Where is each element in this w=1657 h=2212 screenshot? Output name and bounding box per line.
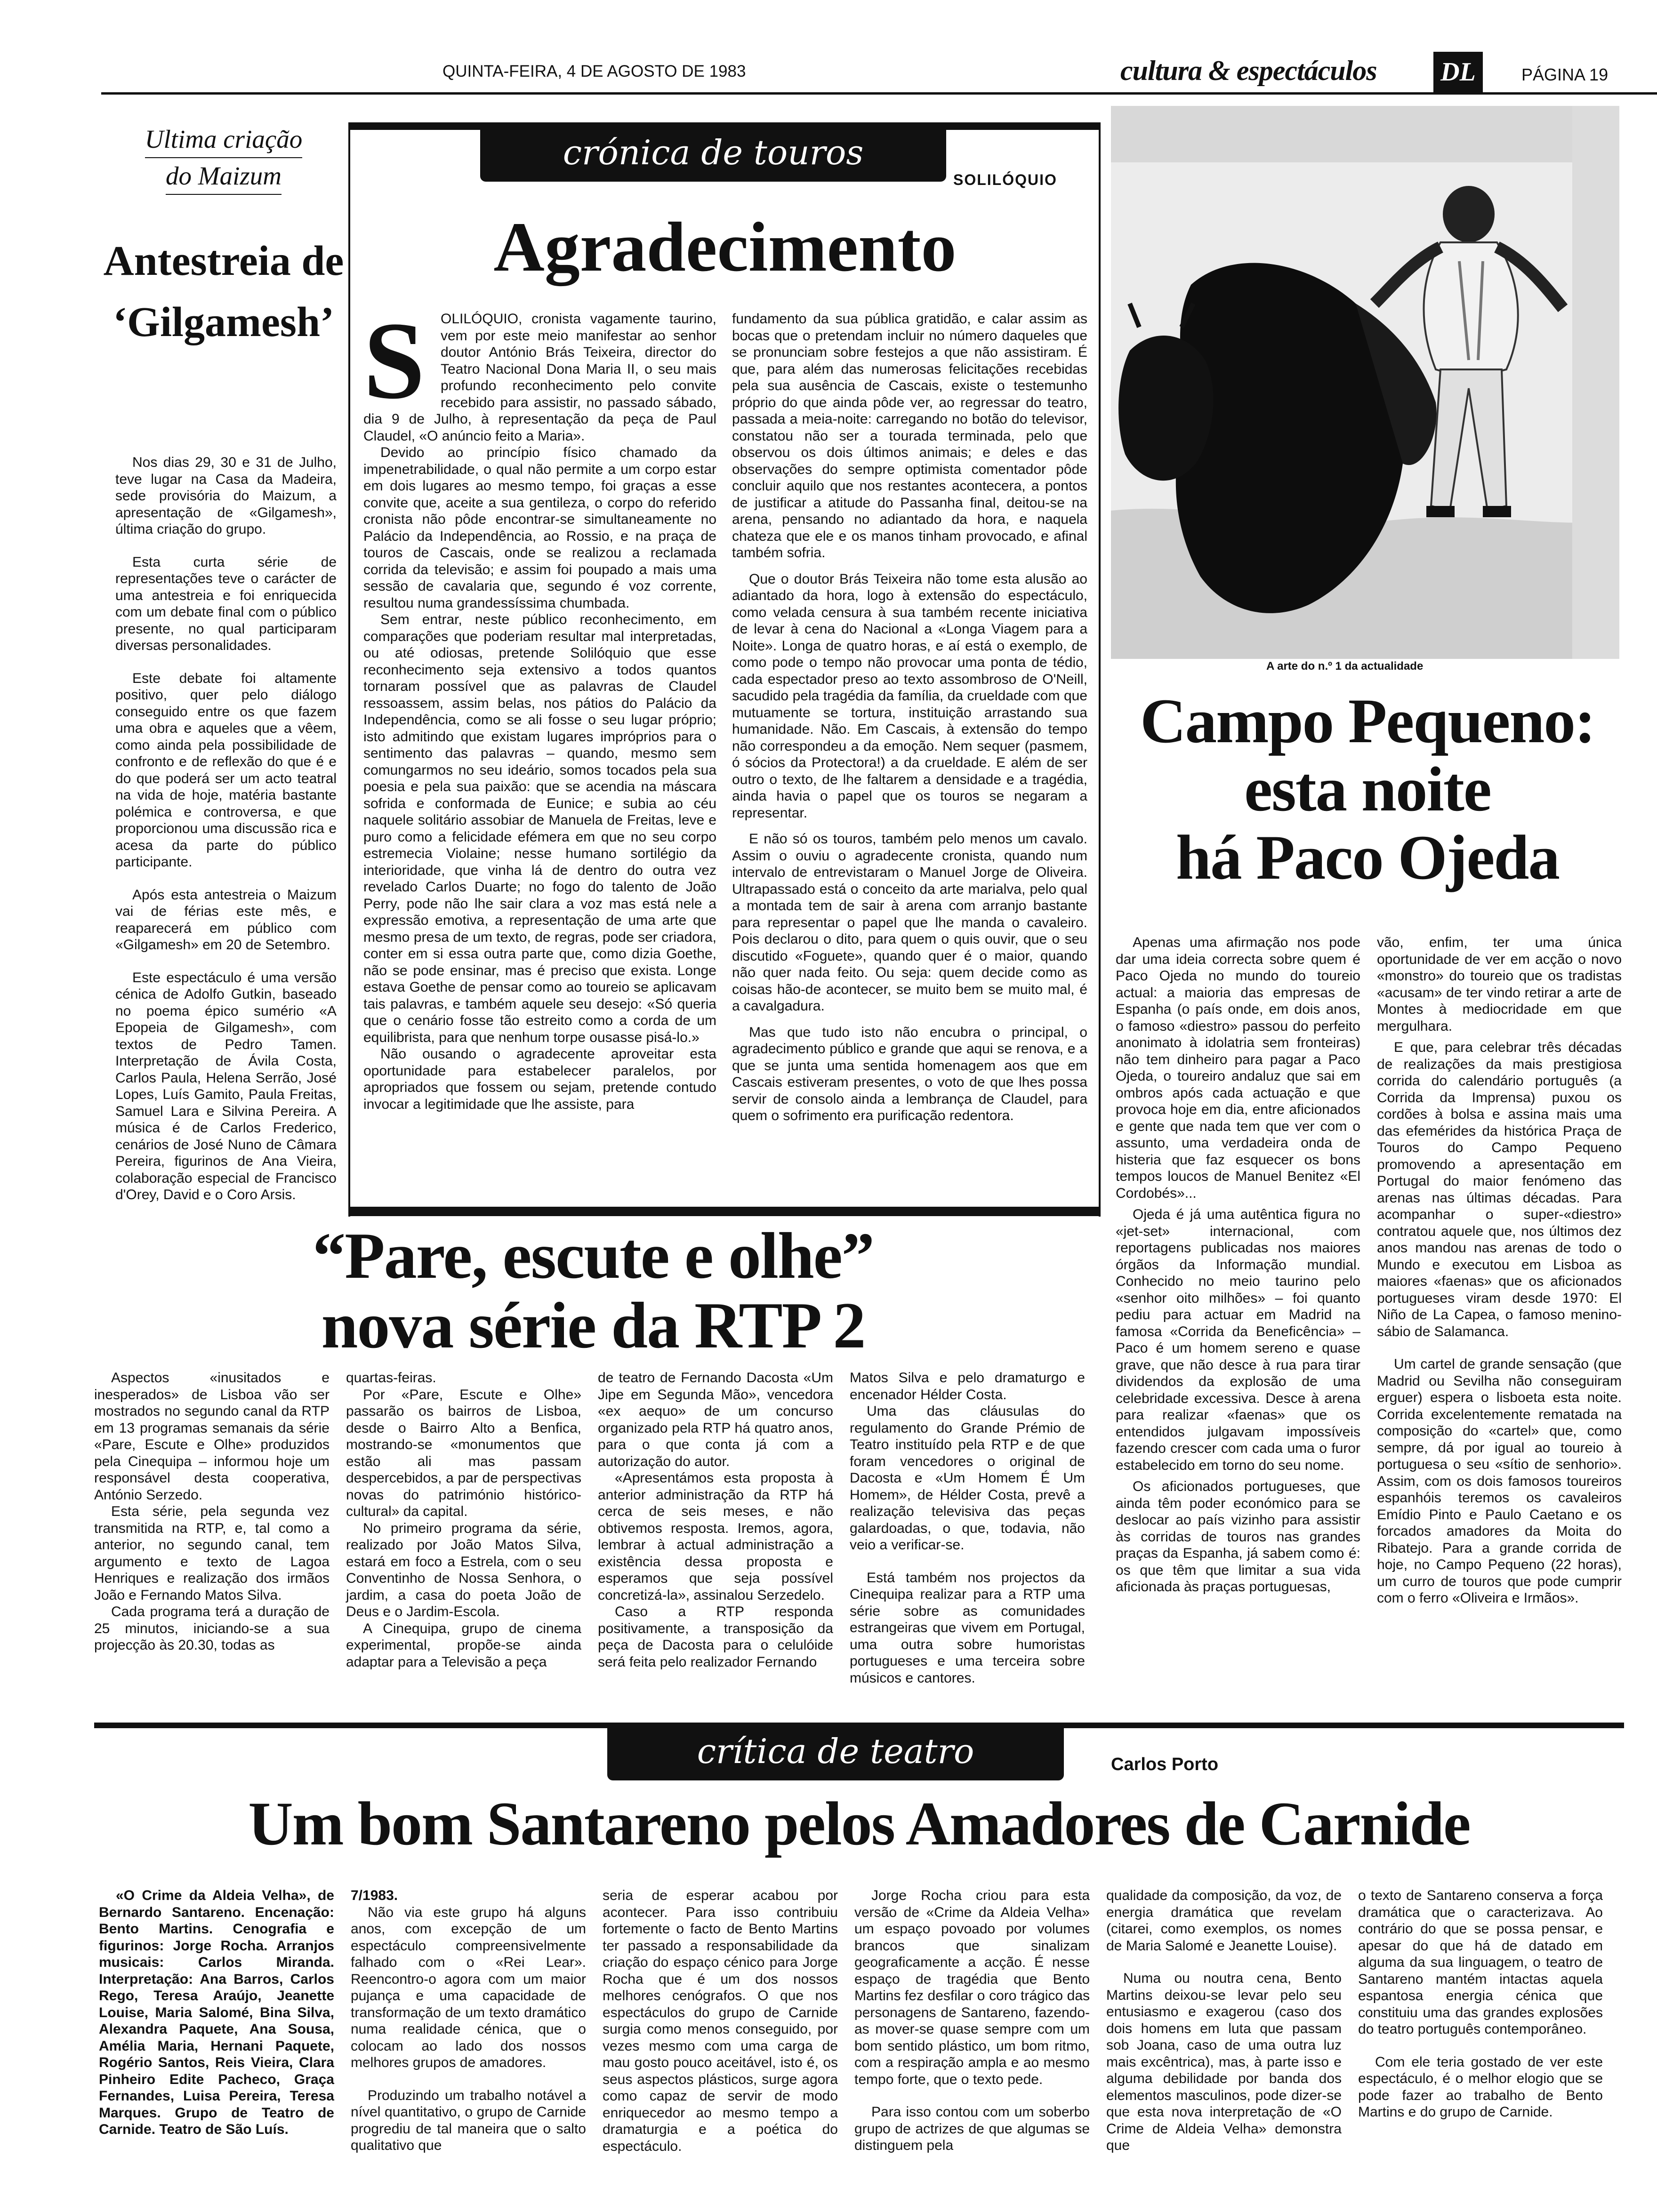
teatro-banner xyxy=(607,1725,1064,1780)
campo-paragraph: E que, para celebrar três décadas de realizações da mais prestigiosa corrida do calendário português (a Corrida da Imprensa) puxou os cordões à bolsa e assina mais uma das efemérides da histórica Praça de Touros do Campo Pequeno promovendo a apresentação em Portugal do maior fenómeno das arenas nas últimas décadas. Para acompanhar o super-«diestro» contratou aquele que, nos últimos dez anos mandou nas arenas de todo o Mundo e executou em Lisboa as maiores «faenas» que os aficionados portugueses viram desde 1970: El Niño de La Capea, o famoso menino-sábio de Salamanca. xyxy=(1377,1040,1622,1339)
teatro-paragraph: Numa ou noutra cena, Bento Martins deixou-se levar pelo seu entusiasmo e exagerou (caso dos dois homens em luta que passam sob Joana, caso de uma outra luz mais excêntrica), mas, à parte isso e alguma debilidade por banda dos elementos masculinos, pode dizer-se que esta nova interpretação de «O Crime de Aldeia Velha» demonstra que xyxy=(1106,1971,1342,2153)
rtp-paragraph: Por «Pare, Escute e Olhe» passarão os bairros de Lisboa, desde o Bairro Alto a Benfica, mostrando-se «monumentos que estão ali mas passam despercebidos, a par de perspectivas novas do património histórico-cultural» da capital. xyxy=(346,1387,581,1519)
rtp-paragraph: Caso a RTP responda positivamente, a transposição da peça de Dacosta para o celulóide será feita pelo realizador Fernando xyxy=(598,1604,833,1670)
touros-paragraph: OLILÓQUIO, cronista vagamente taurino, vem por este meio manifestar ao senhor doutor António Brás Teixeira, director do Teatro Nacional Dona Maria II, o seu mais profundo reconhecimento pelo convite recebido para assistir, no passado sábado, dia 9 de Julho, à representação da peça de Paul Claudel, «O anúncio feito a Maria». xyxy=(363,311,716,444)
campo-title-line-3: há Paco Ojeda xyxy=(1176,823,1559,893)
campo-paragraph: Um cartel de grande sensação (que Madrid ou Sevilha não conseguiram erguer) espera o lisboeta esta noite. Corrida excelentemente rematada na composição do «cartel» que, como sempre, dá por igual ao toureio à portuguesa o seu «sítio de senhorio». Assim, com os dois famosos toureiros espanhóis teremos os cavaleiros Emídio Pinto e Paulo Caetano e os forcados amadores da Moita do Ribatejo. Para a grande corrida de hoje, no Campo Pequeno (22 horas), um curro de touros que pode cumprir com o ferro «Oliveira e Irmãos». xyxy=(1377,1356,1622,1606)
gilgamesh-body xyxy=(115,454,337,1203)
teatro-col-3 xyxy=(603,1887,838,2155)
rtp-title xyxy=(94,1221,1092,1361)
gilgamesh-paragraph: Este espectáculo é uma versão cénica de Adolfo Gutkin, baseado no poema épico sumério «A Epopeia de Gilgamesh», com textos de Pedro Tamen. Interpretação de Ávila Costa, Carlos Paula, Helena Serrão, José Lopes, Luís Gamito, Paula Freitas, Samuel Lara e Silvina Pereira. A música é de Carlos Frederico, cenários de José Nuno de Câmara Pereira, figurinos de Ana Vieira, colaboração especial de Francisco d'Orey, David e o Coro Arsis. xyxy=(115,970,337,1202)
rtp-paragraph: No primeiro programa da série, realizado por João Matos Silva, estará em foco a Estrela, com o seu Conventinho de Nossa Senhora, o jardim, a casa do poeta João de Deus e o Jardim-Escola. xyxy=(346,1520,581,1619)
gilgamesh-kicker xyxy=(106,121,341,195)
rtp-paragraph: Matos Silva e pelo dramaturgo e encenador Hélder Costa. xyxy=(850,1370,1085,1403)
touros-paragraph: fundamento da sua pública gratidão, e calar assim as bocas que o pretendam incluir no número daqueles que se pronunciam sobre festejos a que não assistiram. É que, para além das numerosas felicitações recebidas pela sua ausência de Cascais, existe o testemunho próprio do que ainda pôde ver, ao regressar do teatro, passada a meia-noite: carregando no botão do televisor, constatou não ser a tourada terminada, pelo que observou os dois últimos animais; e deles e das observações do sempre optimista comentador pôde concluir aquilo que nos restantes acontecera, a pontos de justificar a atitude do Passanha final, deitou-se na arena, pensando no adiantado da hora, e naquela chateza que ele e os manos tinham provocado, e afinal também sofria. xyxy=(732,311,1087,561)
touros-banner-text: crónica de touros xyxy=(563,133,864,172)
teatro-banner-text: crítica de teatro xyxy=(697,1731,974,1771)
rtp-paragraph: Uma das cláusulas do regulamento do Grande Prémio de Teatro instituído pela RTP e de que foram vencedores o original de Dacosta e «Um Homem É Um Homem», de Hélder Costa, prevê a realização televisiva das peças galardoadas, o que, todavia, não veio a verificar-se. xyxy=(850,1403,1085,1553)
campo-title-line-1: Campo Pequeno: xyxy=(1140,686,1595,756)
campo-paragraph: Os aficionados portugueses, que ainda têm poder económico para se deslocar ao país vizinho para assistir às corridas de touros nas grandes praças da Espanha, já sabem como é: os que têm que limitar a sua vida aficionada às praças portuguesas, xyxy=(1116,1479,1360,1595)
teatro-title: Um bom Santareno pelos Amadores de Carnide xyxy=(248,1789,1470,1858)
teatro-col-5 xyxy=(1106,1887,1342,2154)
campo-col-2 xyxy=(1377,934,1622,1607)
rtp-paragraph: A Cinequipa, grupo de cinema experimental, propõe-se ainda adaptar para a Televisão a peça xyxy=(346,1620,581,1670)
teatro-paragraph: Jorge Rocha criou para esta versão de «Crime da Aldeia Velha» um espaço povoado por volumes brancos que sinalizam geograficamente a acção. É nesse espaço de tragédia que Bento Martins fez desfilar o coro trágico das personagens de Santareno, fazendo-as mover-se quase sempre com um bom sentido plástico, um bom ritmo, com a respiração ampla e ao mesmo tempo forte, que o texto pede. xyxy=(854,1888,1090,2087)
gilgamesh-paragraph: Nos dias 29, 30 e 31 de Julho, teve lugar na Casa da Madeira, sede provisória do Maizum, a apresentação de «Gilgamesh», última criação do grupo. xyxy=(115,455,337,537)
rtp-col-4 xyxy=(850,1370,1085,1686)
rtp-title-line-1: “Pare, escute e olhe” xyxy=(313,1219,874,1292)
rtp-col-2 xyxy=(346,1370,581,1670)
gilgamesh-title: Antestreia de ‘Gilgamesh’ xyxy=(103,238,344,345)
campo-paragraph: Ojeda é já uma autêntica figura no «jet-set» internacional, com reportagens publicadas nos maiores órgãos da Informação mundial. Conhecido no meio taurino pelo «senhor oito milhões» – foi quanto pediu para actuar em Madrid na famosa «Corrida da Beneficência» – Paco é um homem sereno e quase grave, que não desce à rua para tirar dividendos da explosão de uma celebridade excessiva. Desce à arena para realizar «faenas» que os entendidos julgavam impossíveis fazendo crescer com cada uma o furor estabelecido em torno do seu nome. xyxy=(1116,1207,1360,1473)
teatro-credits-text: «O Crime da Aldeia Velha», de Bernardo Santareno. Encenação: Bento Martins. Cenografia e figurinos: Jorge Rocha. Arranjos musicais: Carlos Miranda. Interpretação: Ana Barros, Carlos Rego, Teresa Araújo, Jeanette Louise, Maria Salomé, Bina Silva, Alexandra Paquete, Ana Sousa, Amélia Maria, Hernani Paquete, Rogério Santos, Reis Vieira, Clara Pinheiro Edite Pacheco, Graça Fernandes, Luisa Pereira, Teresa Marques. Grupo de Teatro de Carnide. Teatro de São Luís. xyxy=(99,1888,334,2137)
issue-date: QUINTA-FEIRA, 4 DE AGOSTO DE 1983 xyxy=(442,62,746,80)
touros-banner xyxy=(480,126,946,182)
touros-paragraph: Mas que tudo isto não encubra o principal, o agradecimento público e grande que aqui se renova, e a que se junta uma sentida homenagem aos que em Cascais estiveram presentes, o voto de que lhes possa servir de consolo ainda a lembrança de Claudel, para quem o sofrimento era purificação redentora. xyxy=(732,1024,1087,1123)
touros-paragraph: Não ousando o agradecente aproveitar esta oportunidade para estabelecer paralelos, por apropriados que fossem ou sejam, pretende contudo invocar a legitimidade que lhe assiste, para xyxy=(363,1046,716,1112)
touros-paragraph: Que o doutor Brás Teixeira não tome esta alusão ao adiantado da hora, logo à extensão do espectáculo, como velada censura à sua também recente iniciativa de levar à cena do Nacional a «Longa Viagem para a Noite». Longa de quatro horas, e aí está o exemplo, de como pode o tempo não provocar uma ponta de tédio, cada espectador preso ao texto assombroso de O'Neill, sacudido pela tragédia da família, da crueldade com que mutuamente se tortura, instituição arrastando sua humanidade. Não. Em Cascais, à extensão do tempo não correspondeu a da emoção. Nem sequer (pasmem, ó sócios da Protectora!) a da crueldade. E além de ser outro o texto, de lhe faltarem a densidade e a tragédia, ainda havia o papel que os touros se negaram a representar. xyxy=(732,571,1087,821)
teatro-paragraph: Com ele teria gostado de ver este espectáculo, é o melhor elogio que se pode fazer ao trabalho de Bento Martins e do grupo de Carnide. xyxy=(1358,2054,1603,2120)
gilgamesh-paragraph: Após esta antestreia o Maizum vai de férias este mês, e reaparecerá em público com «Gilgamesh» em 20 de Setembro. xyxy=(115,887,337,953)
campo-title-line-2: esta noite xyxy=(1244,754,1491,825)
touros-title: Agradecimento xyxy=(493,208,957,286)
teatro-paragraph: Para isso contou com um soberbo grupo de actrizes de que algumas se distinguem pela xyxy=(854,2104,1090,2153)
teatro-paragraph: Não via este grupo há alguns anos, com excepção de um espectáculo compreensivelmente falhado com o «Rei Lear». Reencontro-o agora com um maior pujança e uma capacidade de transformação de um texto dramático numa realidade cénica, que o colocam ao lado dos nossos melhores grupos de amadores. xyxy=(351,1904,586,2070)
touros-dropcap: S xyxy=(363,299,425,422)
page-number: PÁGINA 19 xyxy=(1521,65,1609,84)
touros-col-1 xyxy=(363,299,716,1113)
teatro-credits xyxy=(99,1887,334,2138)
rtp-paragraph: Esta série, pela segunda vez transmitida na RTP, e, tal como a anterior, no segundo canal, tem argumento e texto de Lagoa Henriques e realização dos irmãos João e Fernando Matos Silva. xyxy=(94,1504,330,1603)
teatro-paragraph: o texto de Santareno conserva a força dramática que o caracterizava. Ao contrário do que se possa pensar, e apesar do que há de datado em alguma da sua linguagem, o teatro de Santareno mantém intactas aquela espantosa energia cénica que constituiu uma das grandes explosões do teatro português contemporâneo. xyxy=(1358,1888,1603,2037)
touros-paragraph: Devido ao princípio físico chamado da impenetrabilidade, o qual não permite a um corpo estar em dois lugares ao mesmo tempo, foi graças a esse convite que, aceite a sua gentileza, o corpo do referido cronista não pôde encontrar-se simultaneamente no Palácio da Independência, ao Rossio, e na praça de touros de Cascais, onde se realizou a reclamada corrida da televisão; e assim foi poupado a mais uma sessão de cavalaria que, segundo é voz corrente, resultou numa grandessíssima chumbada. xyxy=(363,445,716,611)
gilgamesh-kicker-line-2: do Maizum xyxy=(166,158,282,195)
matador-illustration xyxy=(1111,106,1619,659)
campo-paragraph: vão, enfim, ter uma única oportunidade de ver em acção o novo «monstro» do toureio que os tradistas «acusam» de ter vindo retirar a arte de Montes à mediocridade em que mergulhara. xyxy=(1377,935,1622,1034)
touros-col-2 xyxy=(732,311,1087,1124)
masthead-rule xyxy=(101,92,1657,95)
touros-paragraph: E não só os touros, também pelo menos um cavalo. Assim o ouviu o agradecente cronista, quando num intervalo de entrevistaram o Manuel Jorge de Oliveira. Ultrapassado está o conceito da arte marialva, pelo qual a montada tem de sair à arena com arranjo bastante para representar o papel que lhe manda o cavaleiro. Pois declarou o dito, para quem o quis ouvir, que o seu discutido «Foguete», quando quer é o maior, quando não quer nada feito. Ou seja: quem decide como as coisas hão-de acontecer, se muito bem se muito mal, é a cavalgadura. xyxy=(732,831,1087,1014)
rtp-paragraph: «Apresentámos esta proposta à anterior administração da RTP há cerca de seis meses, e não obtivemos resposta. Iremos, agora, lembrar à actual administração a existência dessa proposta e esperamos que seja possível concretizá-la», assinalou Serzedelo. xyxy=(598,1470,833,1603)
bullfight-photo xyxy=(1111,106,1619,659)
campo-paragraph: Apenas uma afirmação nos pode dar uma ideia correcta sobre quem é Paco Ojeda no mundo do toureio actual: a maioria das empresas de Espanha (o país onde, em dois anos, o famoso «diestro» passou do perfeito anonimato à idolatria sem fronteiras) não tem dinheiro para pagar a Paco Ojeda, o toureiro andaluz que sai em ombros após cada actuação e que provoca hoje em dia, entre aficionados e gente que nada tem que ver com o assunto, uma verdadeira onda de histeria que faz esquecer os bons tempos loucos de Manuel Benitez «El Cordobés»... xyxy=(1116,935,1360,1201)
touros-box-bottom-rule xyxy=(348,1207,1099,1216)
teatro-col-6 xyxy=(1358,1887,1603,2121)
rtp-paragraph: quartas-feiras. xyxy=(346,1370,436,1386)
rtp-col-3 xyxy=(598,1370,833,1670)
section-title: cultura & espectáculos xyxy=(1120,55,1377,86)
newspaper-logo: DL xyxy=(1433,52,1483,92)
gilgamesh-paragraph: Esta curta série de representações teve o carácter de uma antestreia e foi enriquecida com um debate final com o público presente, no qual participaram diversas personalidades. xyxy=(115,554,337,653)
teatro-col-4 xyxy=(854,1887,1090,2154)
campo-title xyxy=(1104,687,1631,892)
rtp-paragraph: Aspectos «inusitados e inesperados» de Lisboa vão ser mostrados no segundo canal da RTP em 13 programas semanais da série «Pare, Escute e Olhe» produzidos pela Cinequipa – informou hoje um responsável desta cooperativa, António Serzedo. xyxy=(94,1370,330,1503)
campo-col-1 xyxy=(1116,934,1360,1595)
teatro-paragraph: qualidade da composição, da voz, de energia dramática que revelam (citarei, como exemplos, os nomes de Maria Salomé e Jeanette Louise). xyxy=(1106,1888,1342,1954)
photo-caption: A arte do n.º 1 da actualidade xyxy=(1266,660,1424,673)
rtp-title-line-2: nova série da RTP 2 xyxy=(321,1289,865,1362)
gilgamesh-paragraph: Este debate foi altamente positivo, quer pelo diálogo conseguido entre os que fazem uma obra e aqueles que a vêem, como ainda pela possibilidade de confronto e de reflexão do que é e do que poderá ser um acto teatral na vida de hoje, matéria bastante polémica e controversa, e que proporcionou uma discussão rica e acesa da parte do público participante. xyxy=(115,670,337,870)
teatro-col-2 xyxy=(351,1887,586,2154)
touros-column-name: SOLILÓQUIO xyxy=(953,171,1057,188)
touros-paragraph: Sem entrar, neste público reconhecimento, em comparações que poderiam resultar mal interpretadas, ou até odiosas, pretende Solilóquio que esse reconhecimento seja extensivo a todos quantos tornaram possível que as palavras de Claudel ressoassem, assim belas, nos pátios do Palácio da Independência, como se ali fosse o seu lugar próprio; isto admitindo que existam lugares impróprios para o sentimento das palavras – quando, mesmo sem comungarmos no seu ideário, somos tocados pela sua poesia e pela sua paixão: que se acendia na máscara sofrida e conformada de Eunice; e subia ao céu naquele solitário assobiar de Manuela de Freitas, leve e puro como a felicidade efémera em que no seu corpo estremecia Violaine; nesse humano sortilégio da interioridade, que vinha lá de dentro do outra vez revelado Carlos Duarte; no fogo do talento de João Perry, pode não lhe sair clara a voz mas está nele a expressão emotiva, a representação de uma arte que mesmo presa de um texto, de regras, pode ser criadora, conter em si essa outra parte que, como dizia Goethe, não se pode ensinar, mas é preciso que exista. Longe estava Goethe de pensar como ao toureio se aplicavam tais palavras, e também aquele seu desejo: «Só queria que o cenário fosse tão estreito como a corda de um equilibrista, para que nenhum torpe ousasse pisá-lo.» xyxy=(363,612,716,1045)
teatro-author: Carlos Porto xyxy=(1111,1755,1219,1774)
rtp-paragraph: Está também nos projectos da Cinequipa realizar para a RTP uma série sobre as comunidades estrangeiras que vivem em Portugal, uma outra sobre humoristas portugueses e uma terceira sobre músicos e cantores. xyxy=(850,1570,1085,1686)
gilgamesh-kicker-line-1: Ultima criação xyxy=(145,121,303,158)
teatro-paragraph: Produzindo um trabalho notável a nível quantitativo, o grupo de Carnide progrediu de tal maneira que o salto qualitativo que xyxy=(351,2087,586,2153)
rtp-col-1 xyxy=(94,1370,330,1654)
teatro-paragraph: 7/1983. xyxy=(351,1888,398,1903)
rtp-paragraph: de teatro de Fernando Dacosta «Um Jipe em Segunda Mão», vencedora «ex aequo» de um concurso organizado pela RTP há quatro anos, para o que conta já com a autorização do autor. xyxy=(598,1370,833,1469)
teatro-paragraph: seria de esperar acabou por acontecer. Para isso contribuiu fortemente o facto de Bento Martins ter passado a responsabilidade da criação do espaço cénico para Jorge Rocha que é um dos nossos melhores cenógrafos. O que nos espectáculos do grupo de Carnide surgia como menos conseguido, por vezes mesmo com uma carga de mau gosto pouco aceitável, isto é, os seus aspectos plásticos, surge agora como capaz de servir de modo enriquecedor ao mesmo tempo a dramaturgia e a poética do espectáculo. xyxy=(603,1888,838,2154)
rtp-paragraph: Cada programa terá a duração de 25 minutos, iniciando-se a sua projecção às 20.30, todas as xyxy=(94,1604,330,1653)
